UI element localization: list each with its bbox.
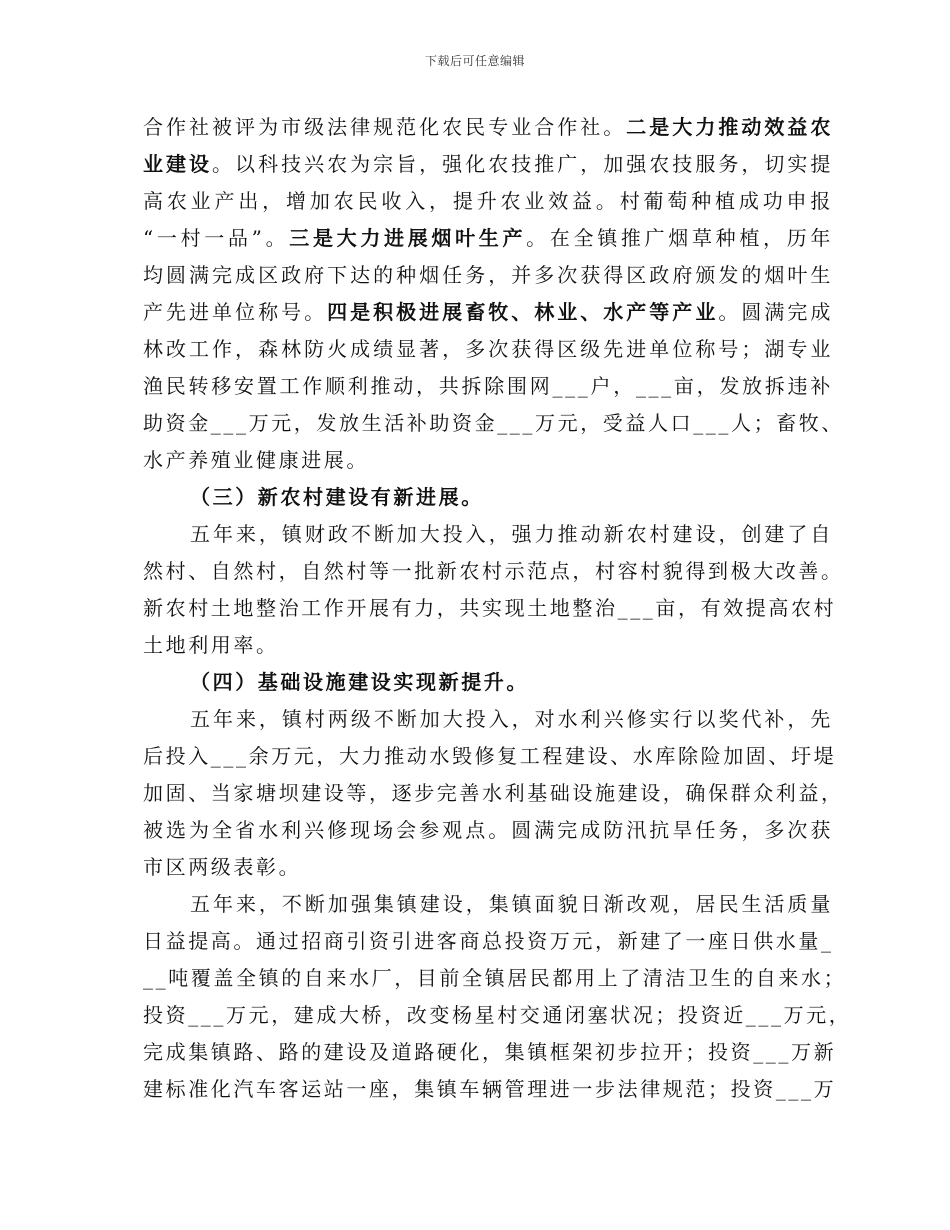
- body-line: 日益提高。通过招商引资引进客商总投资万元，新建了一座日供水量_: [143, 929, 834, 953]
- body-line: 后投入___余万元，大力推动水毁修复工程建设、水库除险加固、圩堤: [143, 744, 837, 768]
- body-line: 然村、自然村，自然村等一批新农村示范点，村容村貌得到极大改善。: [143, 559, 844, 583]
- body-line: “一村一品”。三是大力进展烟叶生产。在全镇推广烟草种植，历年: [143, 226, 833, 250]
- body-line: 产先进单位称号。四是积极进展畜牧、林业、水产等产业。圆满完成: [143, 300, 833, 324]
- body-line: 新农村土地整治工作开展有力，共实现土地整治___亩，有效提高农村: [143, 596, 837, 620]
- body-line: 渔民转移安置工作顺利推动，共拆除围网___户，___亩，发放拆违补: [143, 374, 833, 398]
- body-line: 加固、当家塘坝建设等，逐步完善水利基础设施建设，确保群众利益，: [143, 781, 844, 805]
- body-line: 土地利用率。: [143, 633, 279, 657]
- body-line: 五年来，镇村两级不断加大投入，对水利兴修实行以奖代补，先: [190, 707, 833, 731]
- header-note: 下载后可任意编辑: [424, 54, 525, 68]
- body-line: 业建设。以科技兴农为宗旨，强化农技推广，加强农技服务，切实提: [143, 152, 833, 176]
- body-line: 五年来，不断加强集镇建设，集镇面貌日渐改观，居民生活质量: [190, 892, 833, 916]
- body-line: __吨覆盖全镇的自来水厂，目前全镇居民都用上了清洁卫生的自来水；: [143, 966, 847, 990]
- section-heading: （四）基础设施建设实现新提升。: [190, 670, 529, 694]
- body-line: 均圆满完成区政府下达的种烟任务，并多次获得区政府颁发的烟叶生: [143, 263, 833, 287]
- body-line: 完成集镇路、路的建设及道路硬化，集镇框架初步拉开；投资___万新: [143, 1040, 837, 1064]
- body-line: 五年来，镇财政不断加大投入，强力推动新农村建设，创建了自: [190, 522, 833, 546]
- body-line: 合作社被评为市级法律规范化农民专业合作社。二是大力推动效益农: [143, 115, 833, 139]
- section-heading: （三）新农村建设有新进展。: [190, 485, 484, 509]
- body-line: 被选为全省水利兴修现场会参观点。圆满完成防汛抗旱任务，多次获: [143, 818, 833, 842]
- body-line: 水产养殖业健康进展。: [143, 448, 369, 472]
- body-line: 助资金___万元，发放生活补助资金___万元，受益人口___人；畜牧、: [143, 411, 844, 435]
- body-line: 高农业产出，增加农民收入，提升农业效益。村葡萄种植成功申报: [143, 189, 833, 213]
- body-line: 林改工作，森林防火成绩显著，多次获得区级先进单位称号；湖专业: [143, 337, 833, 361]
- body-line: 建标准化汽车客运站一座，集镇车辆管理进一步法律规范；投资___万: [143, 1077, 837, 1101]
- body-line: 市区两级表彰。: [143, 855, 302, 879]
- body-line: 投资___万元，建成大桥，改变杨星村交通闭塞状况；投资近___万元，: [143, 1003, 852, 1027]
